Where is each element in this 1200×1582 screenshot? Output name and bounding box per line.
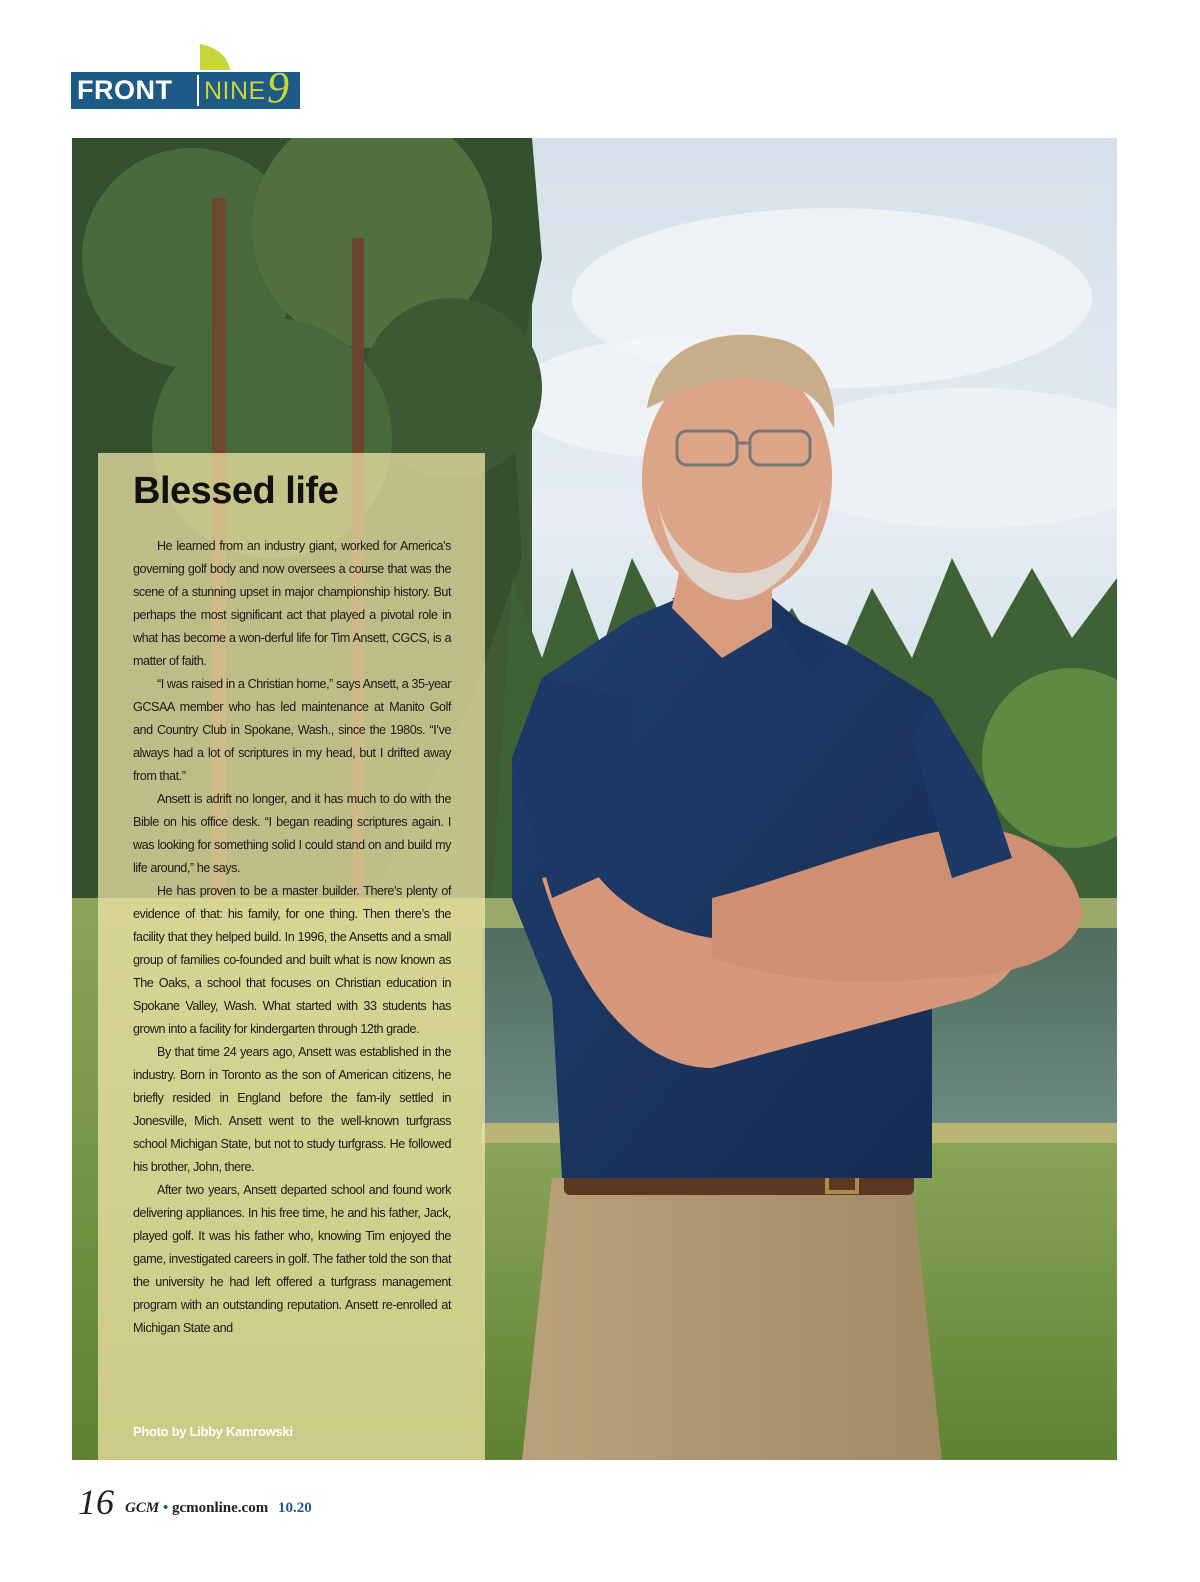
article-paragraph: He learned from an industry giant, worked for America’s governing golf body and now oversees a course that was the scene of a stunning upset in major championship history. But perhaps the most significant act that played a pivotal role in what has become a won-derful life for Tim Ansett, CGCS, is a matter of faith. [133,539,451,668]
article-paragraph: He has proven to be a master builder. There’s plenty of evidence of that: his family, for one thing. Then there’s the facility that they helped build. In 1996, the Ansetts and a small group of families co-founded and built what is now known as The Oaks, a school that focuses on Christian education in Spokane Valley, Wash. What started with 33 students has grown into a facility for kindergarten through 12th grade. [133,884,451,1036]
section-number: 9 [267,63,289,112]
article-paragraph: Ansett is adrift no longer, and it has much to do with the Bible on his office desk. “I began reading scriptures again. I was looking for something solid I could stand on and build my life around,” he says. [133,792,451,875]
section-label-front: FRONT [77,75,173,105]
article-body [133,535,451,1340]
website-link[interactable]: gcmonline.com [171,1500,269,1516]
publication-name: GCM [125,1500,160,1516]
photo-credit: Photo by Libby Kamrowski [133,1424,293,1439]
article-headline: Blessed life [133,470,339,512]
footer-publication-line [125,1500,312,1517]
article-paragraph: By that time 24 years ago, Ansett was established in the industry. Born in Toronto as the son of American citizens, he briefly resided in England before the fam-ily settled in Jonesville, Mich. Ansett went to the well-known turfgrass school Michigan State, but not to study turfgrass. He followed his brother, John, there. [133,1045,451,1174]
issue-date: 10.20 [277,1500,312,1516]
logo-divider [197,75,199,106]
article-paragraph: “I was raised in a Christian home,” says Ansett, a 35-year GCSAA member who has led maintenance at Manito Golf and Country Club in Spokane, Wash., since the 1980s. “I’ve always had a lot of scriptures in my head, but I drifted away from that.” [133,677,451,783]
golf-flag-icon [198,44,232,72]
footer-separator: • [162,1500,169,1516]
article-paragraph: After two years, Ansett departed school and found work delivering appliances. In his free time, he and his father, Jack, played golf. It was his father who, knowing Tim enjoyed the game, investigated careers in golf. The father told the son that the university he had left offered a turfgrass management program with an outstanding reputation. Ansett re-enrolled at Michigan State and [133,1183,451,1335]
section-logo [71,44,301,110]
section-label-nine: NINE [204,77,266,105]
page-number: 16 [78,1482,114,1522]
